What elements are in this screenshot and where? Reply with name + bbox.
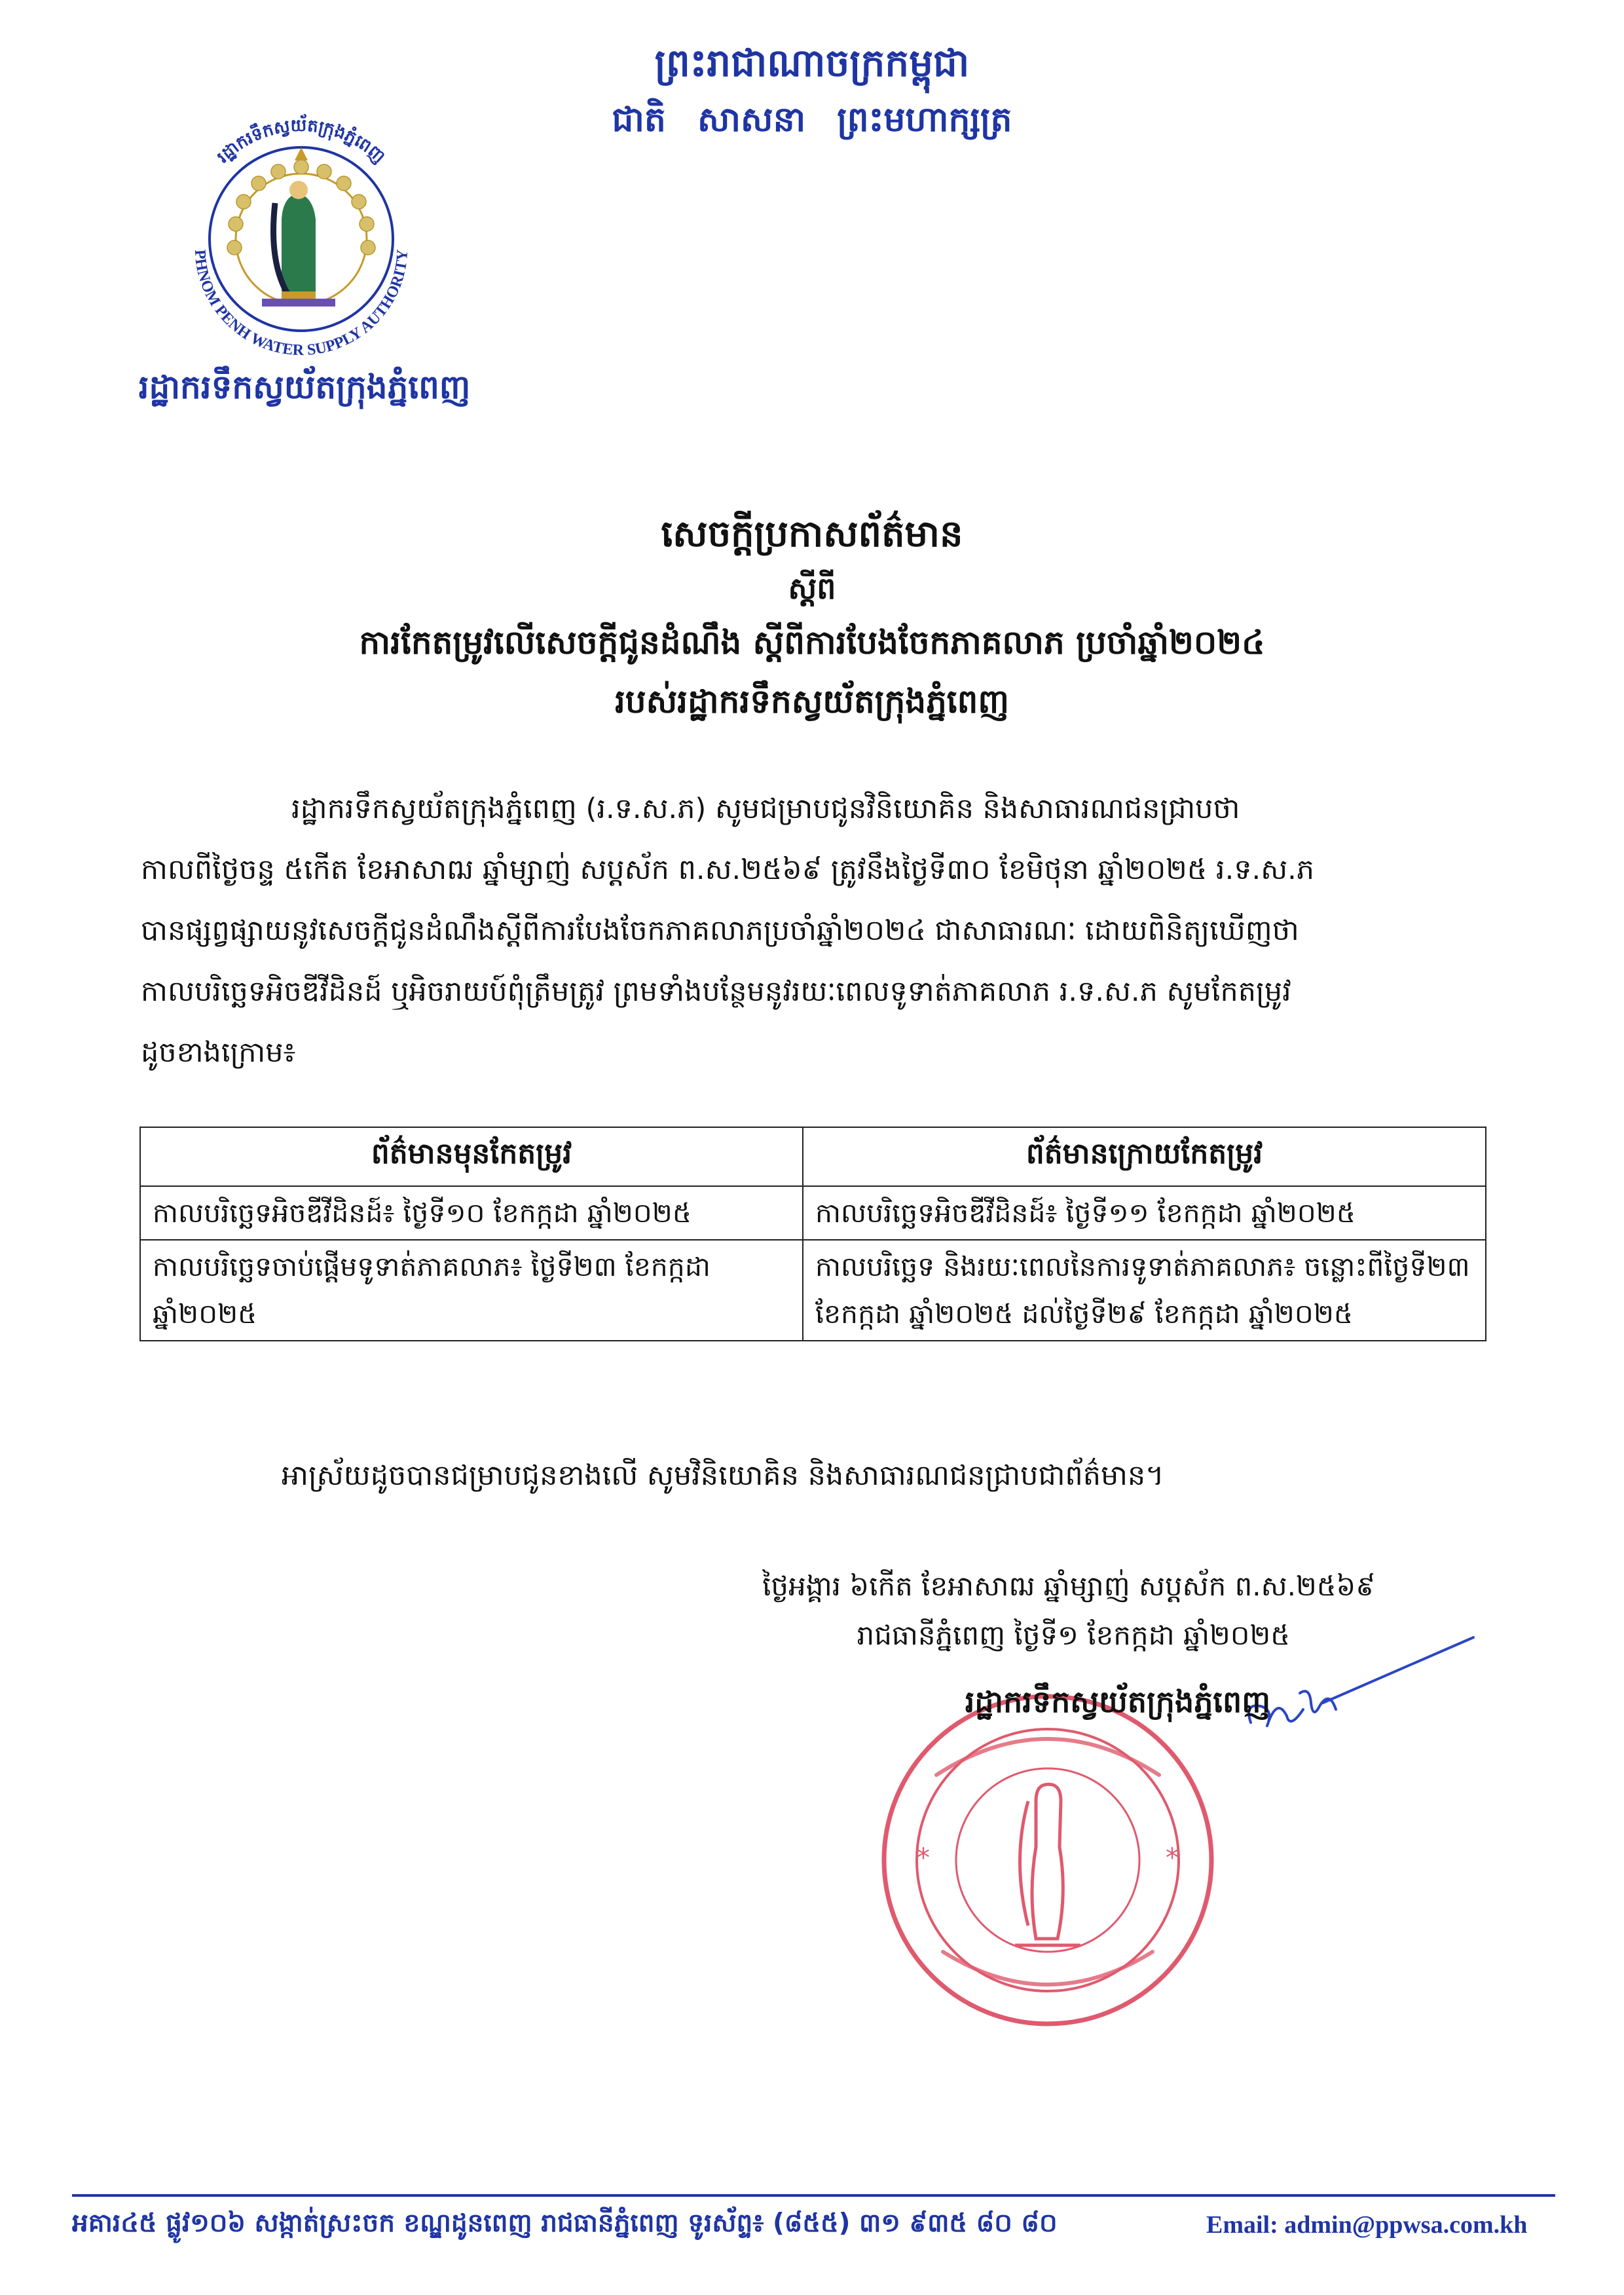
body-line-1: រដ្ឋាករទឹកស្វយ័តក្រុងភ្នំពេញ (រ.ទ.ស.ភ) សូមជម្រាបជូនវិនិយោគិន និងសាធារណជនជ្រាបថា [291, 793, 1240, 825]
table-row [140, 1186, 1486, 1240]
logo-text-bottom: PHNOM PENH WATER SUPPLY AUTHORITY [191, 249, 412, 360]
lunar-date: ថ្ងៃអង្គារ ៦កើត ខែអាសាឍ ឆ្នាំម្សាញ់ សប្តស័ក ព.ស.២៥៦៩ [762, 1570, 1375, 1602]
ex-dividend-after: កាលបរិច្ឆេទអិចឌីវីដិនដ៍៖ ថ្ងៃទី១១ ខែកក្កដា ឆ្នាំ២០២៥ [803, 1186, 1486, 1240]
logo-text-top: រដ្ឋាករទឹកស្វយ័តក្រុងភ្នំពេញ [213, 115, 389, 167]
body-line-5: ដូចខាងក្រោម៖ [141, 1036, 296, 1069]
body-line-2: កាលពីថ្ងៃចន្ទ ៥កើត ខែអាសាឍ ឆ្នាំម្សាញ់ សប្តស័ក ព.ស.២៥៦៩ ត្រូវនឹងថ្ងៃទី៣០ ខែមិថុនា ឆ្នាំ២០២៥ រ.ទ.ស.ភ [141, 853, 1315, 886]
solar-date-place: រាជធានីភ្នំពេញ ថ្ងៃទី១ ខែកក្កដា ឆ្នាំ២០២៥ [857, 1619, 1290, 1651]
payment-date-after: កាលបរិច្ឆេទ និងរយៈពេលនៃការទូទាត់ភាគលាភ៖ ចន្លោះពីថ្ងៃទី២៣ ខែកក្កដា ឆ្នាំ២០២៥ ដល់ថ្ងៃទី២៩ ខែកក្កដា ឆ្នាំ២០២៥ [803, 1240, 1486, 1341]
correction-table [139, 1127, 1486, 1341]
body-line-3: បានផ្សព្វផ្សាយនូវសេចក្តីជូនដំណឹងស្តីពីការបែងចែកភាគលាភប្រចាំឆ្នាំ២០២៤ ជាសាធារណៈ ដោយពិនិត្យឃើញថា [141, 914, 1299, 947]
header-after-correction: ព័ត៌មានក្រោយកែតម្រូវ [803, 1127, 1486, 1186]
kingdom-title: ព្រះរាជាណាចក្រកម្ពុជា [654, 41, 970, 85]
document-subject-owner: របស់រដ្ឋាករទឹកស្វយ័តក្រុងភ្នំពេញ [614, 682, 1010, 720]
signatory-organization: រដ្ឋាករទឹកស្វយ័តក្រុងភ្នំពេញ [965, 1684, 1270, 1719]
kingdom-motto: ជាតិ សាសនា ព្រះមហាក្សត្រ [612, 100, 1012, 140]
table-row [140, 1240, 1486, 1341]
footer-address: អគារ៤៥ ផ្លូវ១០៦ សង្កាត់ស្រះចក ខណ្ឌដូនពេញ រាជធានីភ្នំពេញ ទូរស័ព្ទ៖ (៨៥៥) ៣១ ៩៣៥ ៨០ ៨០ [72, 2209, 1058, 2238]
ppwsa-logo [164, 98, 439, 373]
ex-dividend-before: កាលបរិច្ឆេទអិចឌីវីដិនដ៍៖ ថ្ងៃទី១០ ខែកក្កដា ឆ្នាំ២០២៥ [140, 1186, 803, 1240]
organization-name: រដ្ឋាករទឹកស្វយ័តក្រុងភ្នំពេញ [138, 368, 471, 406]
footer-email: Email: admin@ppwsa.com.kh [1206, 2211, 1528, 2239]
header-before-correction: ព័ត៌មានមុនកែតម្រូវ [140, 1127, 803, 1186]
closing-sentence: អាស្រ័យដូចបានជម្រាបជូនខាងលើ សូមវិនិយោគិន និងសាធារណជនជ្រាបជាព័ត៌មាន។ [282, 1459, 1164, 1492]
body-line-4: កាលបរិច្ឆេទអិចឌីវីដិនដ៍ ឬអិចរាយប៍ពុំត្រឹមត្រូវ ព្រមទាំងបន្ថែមនូវរយៈពេលទូទាត់ភាគលាភ រ.ទ.ស.ភ សូមកែតម្រូវ [141, 975, 1291, 1008]
official-stamp [864, 1677, 1231, 2043]
table-header-row [140, 1127, 1486, 1186]
footer-divider [72, 2194, 1555, 2197]
svg-text:*: * [917, 1843, 930, 1873]
document-title-about: ស្តីពី [788, 570, 836, 606]
document-subject: ការកែតម្រូវលើសេចក្តីជូនដំណឹង ស្តីពីការបែងចែកភាគលាភ ប្រចាំឆ្នាំ២០២៤ [359, 624, 1265, 662]
payment-date-before: កាលបរិច្ឆេទចាប់ផ្តើមទូទាត់ភាគលាភ៖ ថ្ងៃទី២៣ ខែកក្កដា ឆ្នាំ២០២៥ [140, 1240, 803, 1341]
svg-text:*: * [1166, 1843, 1179, 1873]
document-title: សេចក្តីប្រកាសព័ត៌មាន [661, 513, 963, 555]
